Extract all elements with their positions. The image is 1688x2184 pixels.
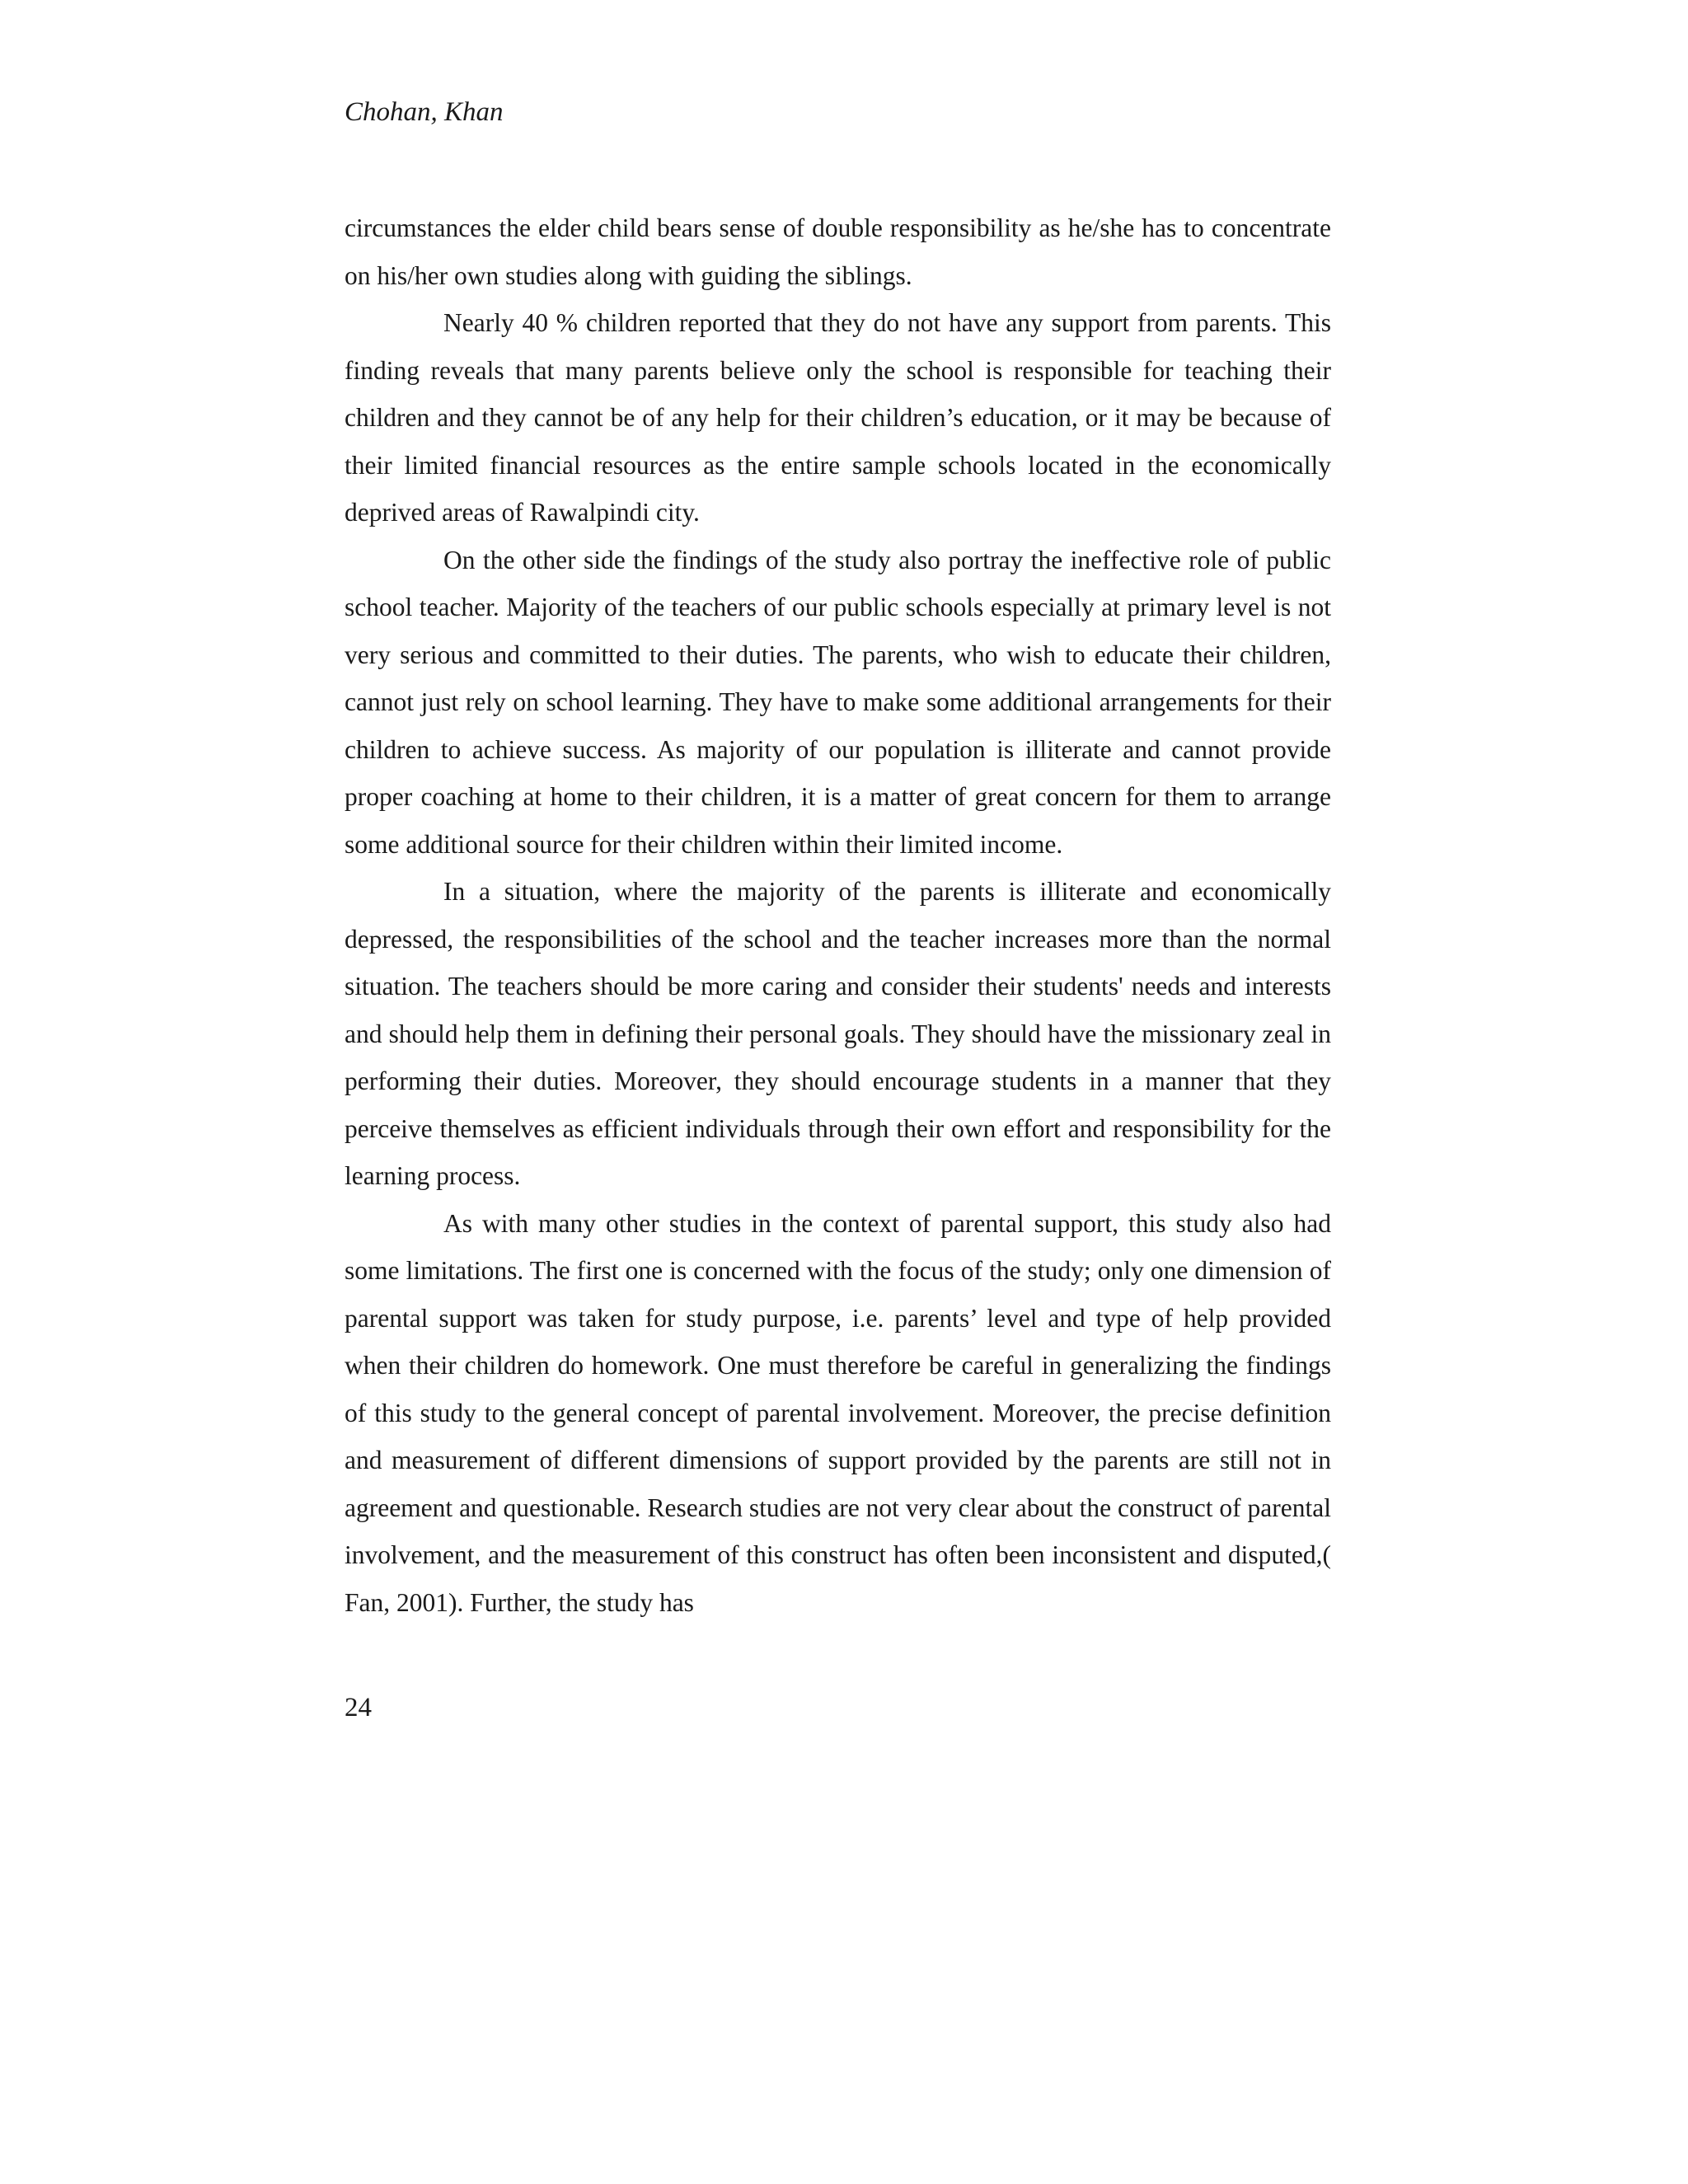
paragraph-limitations: As with many other studies in the context of parental support, this study also had some limitations. The first one is concerned with the focus of the study; only one dimension of parental support was taken for study purpose, i.e. parents’ level and type of help provided when their children do homework. One must therefore be careful in generalizing the findings of this study to the general concept of parental involvement. Moreover, the precise definition and measurement of different dimensions of support provided by the parents are still not in agreement and questionable. Research studies are not very clear about the construct of parental involvement, and the measurement of this construct has often been inconsistent and disputed,( Fan, 2001). Further, the study has bbox=[345, 1208, 1331, 1617]
paragraph-continuation: circumstances the elder child bears sense of double responsibility as he/she has to concentrate on his/her own studies along with guiding the siblings. bbox=[345, 213, 1331, 290]
page-number: 24 bbox=[345, 1693, 372, 1722]
body-text bbox=[345, 204, 1331, 1626]
running-head-authors: Chohan, Khan bbox=[345, 97, 504, 127]
paragraph-parental-support-finding: Nearly 40 % children reported that they do not have any support from parents. This finding reveals that many parents believe only the school is responsible for teaching their children and they cannot be of any help for their children’s education, or it may be because of their limited financial resources as the entire sample schools located in the economically deprived areas of Rawalpindi city. bbox=[345, 308, 1331, 527]
paragraph-school-responsibility: In a situation, where the majority of the parents is illiterate and economically depressed, the responsibilities of the school and the teacher increases more than the normal situation. The teachers should be more caring and consider their students' needs and interests and should help them in defining their personal goals. They should have the missionary zeal in performing their duties. Moreover, they should encourage students in a manner that they perceive themselves as efficient individuals through their own effort and responsibility for the learning process. bbox=[345, 877, 1331, 1190]
paragraph-teacher-role: On the other side the findings of the study also portray the ineffective role of public school teacher. Majority of the teachers of our public schools especially at primary level is not very serious and committed to their duties. The parents, who wish to educate their children, cannot just rely on school learning. They have to make some additional arrangements for their children to achieve success. As majority of our population is illiterate and cannot provide proper coaching at home to their children, it is a matter of great concern for them to arrange some additional source for their children within their limited income. bbox=[345, 545, 1331, 859]
